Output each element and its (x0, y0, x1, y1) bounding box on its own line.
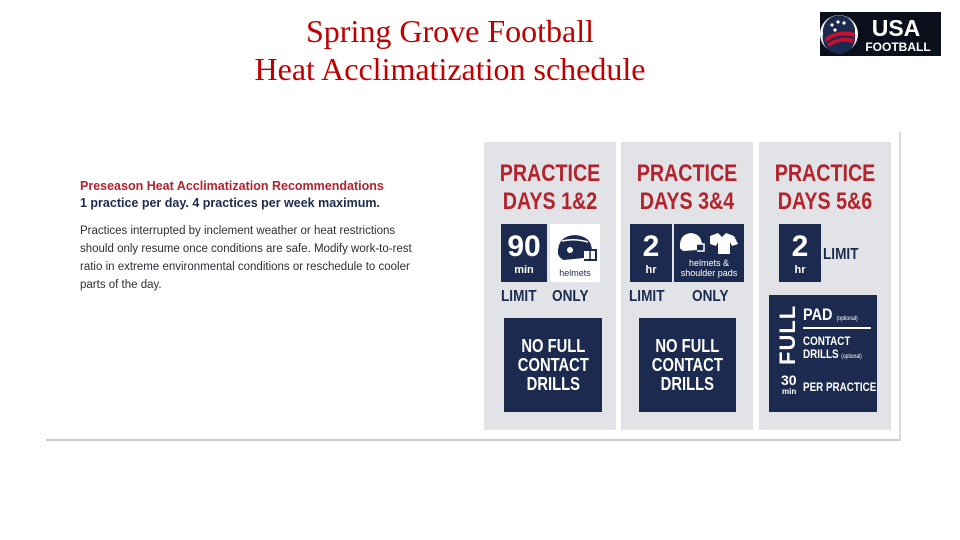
no-full-contact-label: NO FULL CONTACT DRILLS (651, 335, 724, 394)
duration-value: 2 (791, 230, 809, 263)
limit-label: LIMIT (823, 246, 859, 263)
equipment-box (550, 224, 600, 282)
contact-drills-label (803, 335, 862, 364)
limit-label: LIMIT (629, 288, 665, 305)
duration-value: 2 (642, 230, 660, 263)
card-title-line-1: PRACTICE (636, 160, 738, 187)
no-full-contact-label: NO FULL CONTACT DRILLS (517, 335, 589, 394)
recommendations-block (80, 178, 440, 294)
card-title-line-2: DAYS 3&4 (639, 188, 735, 215)
contact-optional: (optional) (841, 354, 862, 360)
duration-unit: hr (794, 264, 806, 276)
logo-text-usa: USA (871, 15, 921, 41)
per-practice-unit: min (782, 387, 797, 396)
card-title (771, 160, 879, 216)
duration-box (630, 224, 672, 282)
title-line-2: Heat Acclimatization schedule (254, 51, 646, 87)
practice-days-5-6-card (759, 142, 891, 430)
duration-unit: min (514, 264, 534, 276)
recommendations-subheading: 1 practice per day. 4 practices per week maximum. (80, 196, 380, 210)
card-title (633, 160, 741, 216)
equipment-label: helmets (559, 268, 591, 278)
practice-days-1-2-card (484, 142, 616, 430)
contact-line-2: DRILLS (803, 347, 839, 361)
no-full-contact-box (504, 318, 602, 412)
equipment-label: helmets & shoulder pads (680, 258, 738, 278)
usa-football-helmet-logo-icon (819, 11, 942, 57)
contact-line-1: CONTACT (803, 334, 851, 348)
per-practice-value: 30 (781, 372, 797, 388)
duration-unit: hr (645, 264, 657, 276)
equipment-box (674, 224, 744, 282)
pad-optional: (optional) (836, 316, 858, 322)
card-title-line-1: PRACTICE (774, 160, 876, 187)
card-title-line-2: DAYS 1&2 (502, 188, 598, 215)
card-title-line-1: PRACTICE (499, 160, 601, 187)
page-title (180, 12, 720, 88)
full-label: FULL (775, 304, 800, 365)
no-full-contact-box (639, 318, 736, 412)
recommendations-body: Practices interrupted by inclement weather or heat restrictions should only resume once conditions are safe. Modify work-to-rest ratio in extreme environmental conditions or reschedule to cooler parts of the day. (80, 225, 412, 291)
recommendations-heading: Preseason Heat Acclimatization Recommendations (80, 179, 384, 193)
card-title (496, 160, 604, 216)
card-title-line-2: DAYS 5&6 (777, 188, 873, 215)
logo-text-football: FOOTBALL (865, 40, 931, 54)
duration-box (779, 224, 821, 282)
pad-text: PAD (803, 305, 833, 324)
usa-football-logo (819, 11, 942, 57)
limit-label: LIMIT (501, 288, 537, 305)
only-label: ONLY (692, 288, 729, 305)
helmet-and-shoulder-pads-icon (674, 228, 744, 258)
duration-value: 90 (507, 230, 541, 263)
per-practice-label: PER PRACTICE (803, 380, 877, 394)
divider (803, 327, 871, 329)
only-label: ONLY (552, 288, 589, 305)
practice-days-3-4-card (621, 142, 753, 430)
duration-box (501, 224, 547, 282)
title-line-1: Spring Grove Football (306, 13, 594, 49)
helmet-icon (550, 228, 600, 268)
pad-label (803, 305, 858, 325)
full-pad-box (769, 295, 877, 412)
